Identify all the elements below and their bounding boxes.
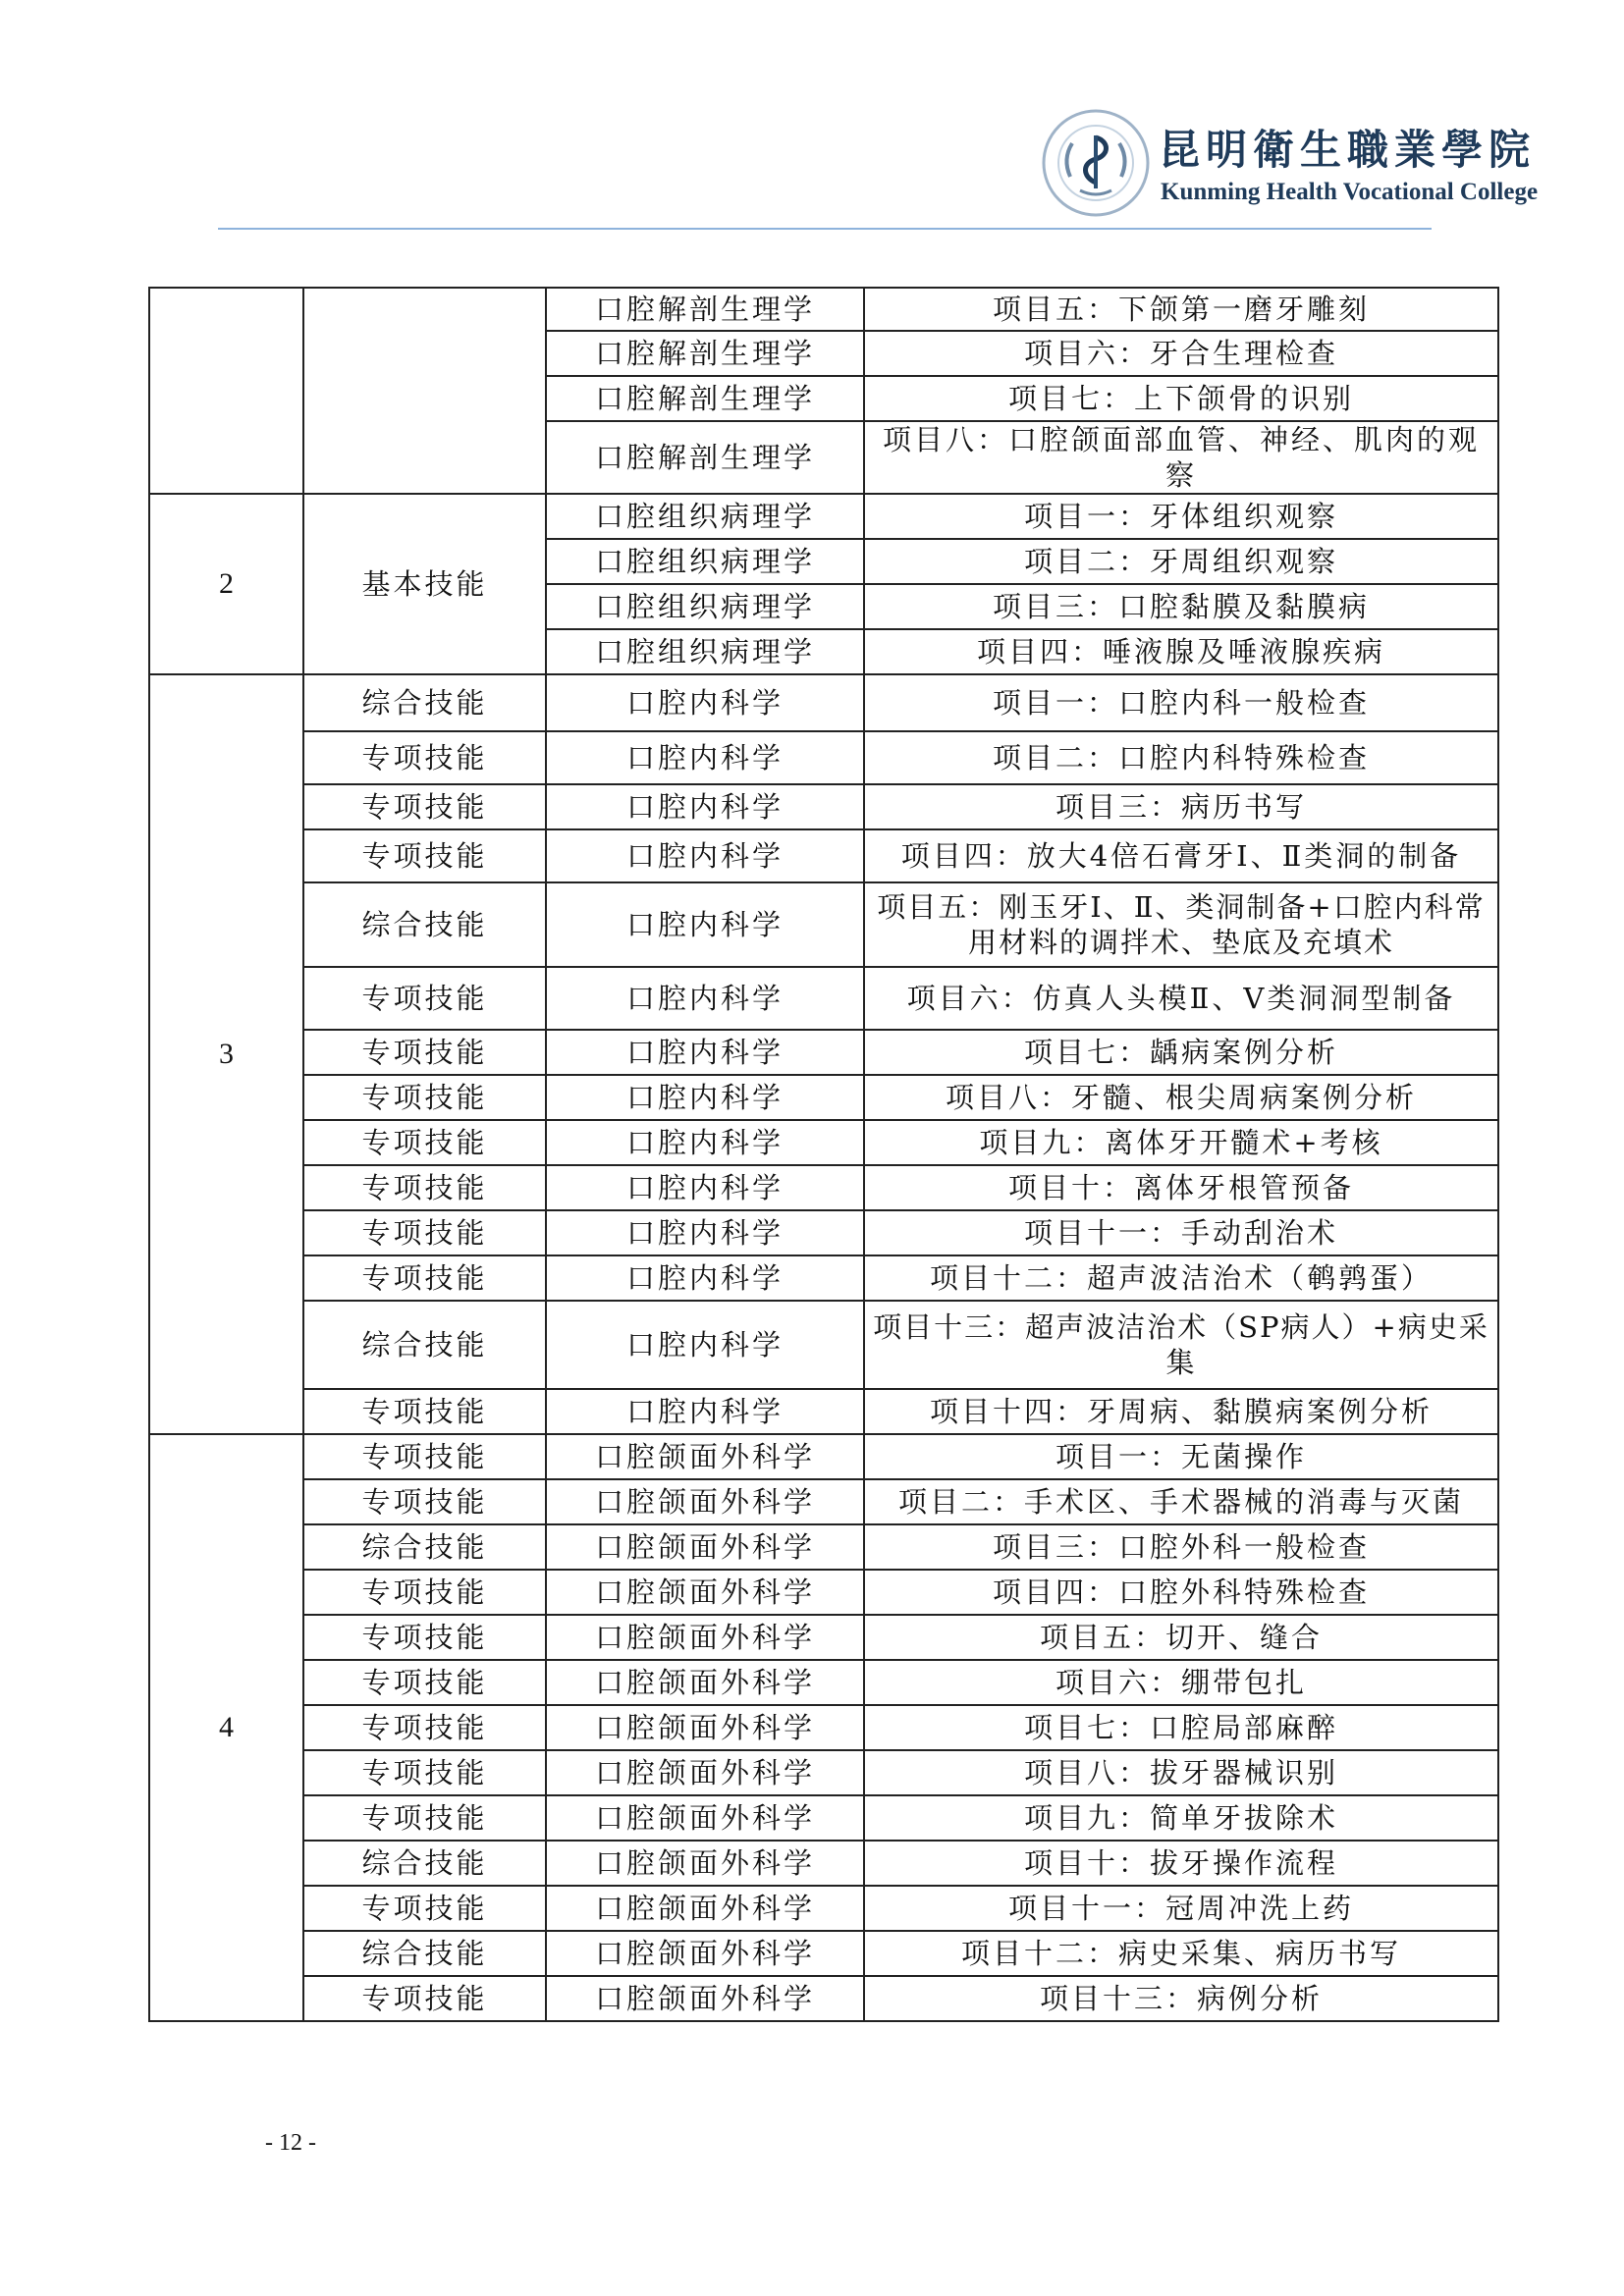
table-row (149, 784, 1498, 829)
course-cell: 口腔解剖生理学 (546, 331, 864, 376)
table-row (149, 1705, 1498, 1750)
table-row (149, 1075, 1498, 1120)
course-cell: 口腔组织病理学 (546, 629, 864, 674)
course-cell: 口腔颌面外科学 (546, 1705, 864, 1750)
project-cell: 项目十二：超声波洁治术（鹌鹑蛋） (864, 1255, 1498, 1301)
skill-type-cell: 专项技能 (303, 1479, 546, 1524)
project-cell: 项目十：离体牙根管预备 (864, 1165, 1498, 1210)
project-cell: 项目五：刚玉牙Ⅰ、Ⅱ、类洞制备+口腔内科常用材料的调拌术、垫底及充填术 (864, 882, 1498, 967)
course-cell: 口腔组织病理学 (546, 584, 864, 629)
table-row (149, 1524, 1498, 1570)
course-cell: 口腔内科学 (546, 967, 864, 1030)
course-cell: 口腔内科学 (546, 1301, 864, 1389)
project-cell: 项目四：口腔外科特殊检查 (864, 1570, 1498, 1615)
table-row (149, 1615, 1498, 1660)
project-cell: 项目十二：病史采集、病历书写 (864, 1931, 1498, 1976)
course-cell: 口腔解剖生理学 (546, 421, 864, 494)
course-cell: 口腔内科学 (546, 829, 864, 882)
course-cell: 口腔颌面外科学 (546, 1615, 864, 1660)
course-cell: 口腔内科学 (546, 1075, 864, 1120)
course-cell: 口腔颌面外科学 (546, 1886, 864, 1931)
table-row (149, 829, 1498, 882)
table-row (149, 967, 1498, 1030)
course-cell: 口腔颌面外科学 (546, 1660, 864, 1705)
project-cell: 项目十三：超声波洁治术（SP病人）+病史采集 (864, 1301, 1498, 1389)
table-row (149, 1120, 1498, 1165)
project-cell: 项目九：简单牙拔除术 (864, 1795, 1498, 1841)
project-cell: 项目八：口腔颌面部血管、神经、肌肉的观察 (864, 421, 1498, 494)
skill-type-cell: 专项技能 (303, 1570, 546, 1615)
page-header (1041, 108, 1539, 216)
course-cell: 口腔内科学 (546, 1210, 864, 1255)
course-cell: 口腔内科学 (546, 1255, 864, 1301)
table-row (149, 1030, 1498, 1075)
table-row (149, 1210, 1498, 1255)
project-cell: 项目五：切开、缝合 (864, 1615, 1498, 1660)
group-number-cell (149, 288, 303, 494)
skill-type-cell: 专项技能 (303, 1705, 546, 1750)
college-logo-icon (1041, 108, 1151, 218)
table-row (149, 1976, 1498, 2021)
project-cell: 项目一：无菌操作 (864, 1434, 1498, 1479)
table-row (149, 288, 1498, 331)
skill-type-cell: 专项技能 (303, 1075, 546, 1120)
project-cell: 项目三：病历书写 (864, 784, 1498, 829)
header-divider (218, 228, 1432, 230)
project-cell: 项目七：龋病案例分析 (864, 1030, 1498, 1075)
course-cell: 口腔颌面外科学 (546, 1976, 864, 2021)
group-number-cell: 4 (149, 1434, 303, 2021)
project-cell: 项目四：放大4倍石膏牙Ⅰ、Ⅱ类洞的制备 (864, 829, 1498, 882)
skill-type-cell: 专项技能 (303, 1030, 546, 1075)
project-cell: 项目三：口腔黏膜及黏膜病 (864, 584, 1498, 629)
table-row (149, 1750, 1498, 1795)
training-project-table (148, 287, 1499, 2022)
skill-type-cell: 专项技能 (303, 1615, 546, 1660)
skill-type-cell: 专项技能 (303, 1886, 546, 1931)
course-cell: 口腔解剖生理学 (546, 376, 864, 421)
project-cell: 项目九：离体牙开髓术+考核 (864, 1120, 1498, 1165)
project-cell: 项目五：下颌第一磨牙雕刻 (864, 288, 1498, 331)
table-row (149, 1931, 1498, 1976)
project-cell: 项目一：口腔内科一般检查 (864, 674, 1498, 731)
group-number-cell: 2 (149, 494, 303, 674)
table-row (149, 1841, 1498, 1886)
project-cell: 项目八：牙髓、根尖周病案例分析 (864, 1075, 1498, 1120)
project-cell: 项目二：牙周组织观察 (864, 539, 1498, 584)
course-cell: 口腔内科学 (546, 1165, 864, 1210)
table-body (149, 288, 1498, 2021)
group-category-cell (303, 288, 546, 494)
skill-type-cell: 专项技能 (303, 1795, 546, 1841)
project-cell: 项目二：手术区、手术器械的消毒与灭菌 (864, 1479, 1498, 1524)
skill-type-cell: 专项技能 (303, 1434, 546, 1479)
skill-type-cell: 专项技能 (303, 1255, 546, 1301)
table-row (149, 1434, 1498, 1479)
skill-type-cell: 专项技能 (303, 829, 546, 882)
table-row (149, 1886, 1498, 1931)
table-row (149, 1479, 1498, 1524)
project-cell: 项目十三：病例分析 (864, 1976, 1498, 2021)
project-cell: 项目六：仿真人头模Ⅱ、Ⅴ类洞洞型制备 (864, 967, 1498, 1030)
course-cell: 口腔内科学 (546, 1389, 864, 1434)
project-cell: 项目一：牙体组织观察 (864, 494, 1498, 539)
table-row (149, 1570, 1498, 1615)
course-cell: 口腔内科学 (546, 1030, 864, 1075)
table-row (149, 1389, 1498, 1434)
project-cell: 项目十一：手动刮治术 (864, 1210, 1498, 1255)
skill-type-cell: 专项技能 (303, 1750, 546, 1795)
skill-type-cell: 专项技能 (303, 1389, 546, 1434)
skill-type-cell: 专项技能 (303, 784, 546, 829)
course-cell: 口腔解剖生理学 (546, 288, 864, 331)
course-cell: 口腔颌面外科学 (546, 1841, 864, 1886)
project-cell: 项目二：口腔内科特殊检查 (864, 731, 1498, 784)
skill-type-cell: 综合技能 (303, 674, 546, 731)
group-number-cell: 3 (149, 674, 303, 1434)
course-cell: 口腔颌面外科学 (546, 1479, 864, 1524)
skill-type-cell: 专项技能 (303, 967, 546, 1030)
skill-type-cell: 专项技能 (303, 1210, 546, 1255)
course-cell: 口腔内科学 (546, 674, 864, 731)
course-cell: 口腔组织病理学 (546, 494, 864, 539)
course-cell: 口腔内科学 (546, 784, 864, 829)
course-cell: 口腔颌面外科学 (546, 1750, 864, 1795)
project-cell: 项目八：拔牙器械识别 (864, 1750, 1498, 1795)
college-name-en: Kunming Health Vocational College (1161, 179, 1539, 205)
skill-type-cell: 专项技能 (303, 731, 546, 784)
project-cell: 项目四：唾液腺及唾液腺疾病 (864, 629, 1498, 674)
course-cell: 口腔内科学 (546, 882, 864, 967)
skill-type-cell: 综合技能 (303, 1841, 546, 1886)
skill-type-cell: 综合技能 (303, 882, 546, 967)
project-cell: 项目十：拔牙操作流程 (864, 1841, 1498, 1886)
course-cell: 口腔颌面外科学 (546, 1524, 864, 1570)
skill-type-cell: 综合技能 (303, 1931, 546, 1976)
course-cell: 口腔内科学 (546, 731, 864, 784)
table-row (149, 1301, 1498, 1389)
project-cell: 项目六：牙合生理检查 (864, 331, 1498, 376)
table-row (149, 882, 1498, 967)
table-row (149, 674, 1498, 731)
project-cell: 项目三：口腔外科一般检查 (864, 1524, 1498, 1570)
skill-type-cell: 专项技能 (303, 1660, 546, 1705)
course-cell: 口腔颌面外科学 (546, 1570, 864, 1615)
skill-type-cell: 综合技能 (303, 1524, 546, 1570)
skill-type-cell: 综合技能 (303, 1301, 546, 1389)
table-row (149, 1660, 1498, 1705)
project-cell: 项目七：口腔局部麻醉 (864, 1705, 1498, 1750)
skill-type-cell: 专项技能 (303, 1120, 546, 1165)
table-row (149, 494, 1498, 539)
group-category-cell: 基本技能 (303, 494, 546, 674)
college-name-cn: 昆明衛生職業學院 (1159, 126, 1537, 174)
course-cell: 口腔内科学 (546, 1120, 864, 1165)
page-number: - 12 - (265, 2130, 316, 2156)
project-cell: 项目六：绷带包扎 (864, 1660, 1498, 1705)
table-row (149, 1795, 1498, 1841)
project-cell: 项目七：上下颌骨的识别 (864, 376, 1498, 421)
table-row (149, 1165, 1498, 1210)
course-cell: 口腔组织病理学 (546, 539, 864, 584)
course-cell: 口腔颌面外科学 (546, 1795, 864, 1841)
skill-type-cell: 专项技能 (303, 1165, 546, 1210)
project-cell: 项目十一：冠周冲洗上药 (864, 1886, 1498, 1931)
skill-type-cell: 专项技能 (303, 1976, 546, 2021)
course-cell: 口腔颌面外科学 (546, 1931, 864, 1976)
project-cell: 项目十四：牙周病、黏膜病案例分析 (864, 1389, 1498, 1434)
course-cell: 口腔颌面外科学 (546, 1434, 864, 1479)
table-row (149, 1255, 1498, 1301)
table-row (149, 731, 1498, 784)
